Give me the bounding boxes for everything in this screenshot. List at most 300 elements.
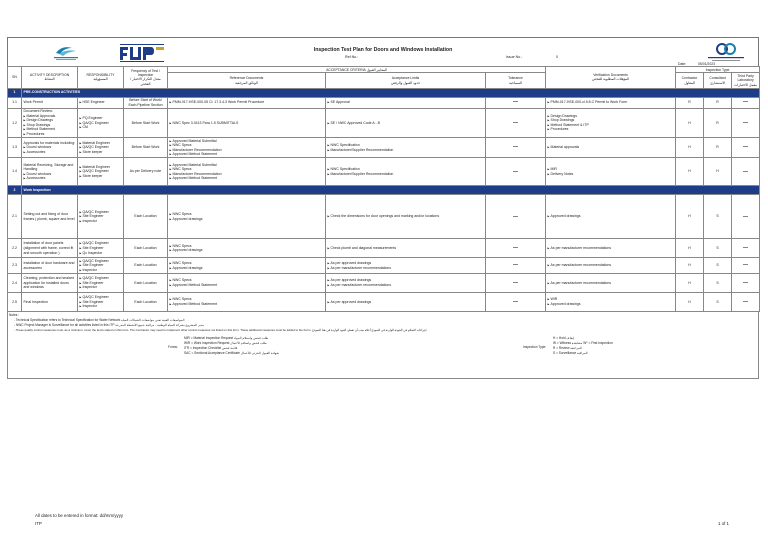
row-verification-line: ▶ As per manufacturer recommendations (548, 281, 674, 286)
row-sn-text: 2.3 (12, 263, 17, 268)
row-frequency-line: Before Start of Work/ Each Pipeline Section (128, 98, 163, 107)
row-verification-line: ▶ Delivery Notes (548, 172, 674, 177)
activity-line: Document Review: (23, 109, 53, 114)
table-row (8, 97, 760, 108)
row-verification (546, 239, 676, 258)
row-responsibility-line: ▶ PQ Engineer (80, 116, 122, 121)
row-sn-text: 1.1 (12, 100, 17, 105)
consultant-value: H (716, 169, 719, 174)
row-responsibility-line: ▶ HSE Engineer (80, 100, 122, 105)
row-responsibility (78, 195, 124, 239)
contractor-value: H (688, 263, 691, 268)
col-contractor: Contractor المقاول (676, 73, 704, 88)
row-sn-text: 1.3 (12, 145, 17, 150)
row-sn-text: 2.1 (12, 214, 17, 219)
form-item: MIR = Material Inspection Request طلب فحص واستلام المواد (184, 335, 269, 340)
row-limits (326, 273, 486, 292)
activity-line: Installation of door hardware and accessories (23, 261, 75, 270)
table-row (8, 239, 760, 258)
row-verification-line: ▶ As per manufacturer recommendations (548, 246, 674, 251)
row-frequency-line: Each Location (134, 214, 157, 219)
row-reference-line: ▶ Approved drawings (170, 248, 324, 253)
activity-line: Approvals for materials including: (23, 140, 76, 145)
row-sn-text: 2.2 (12, 245, 17, 250)
row-responsibility-line: ▶ Inspector (80, 285, 122, 290)
row-contractor (676, 239, 704, 258)
row-sn (8, 108, 22, 137)
row-responsibility-line: ▶ QA/QC Engineer (80, 295, 122, 300)
activity-line: ▶ Doors/ windows (24, 145, 76, 150)
row-frequency-line: Each Location (134, 280, 157, 285)
row-reference (168, 239, 326, 258)
tolerance-value: — (513, 213, 519, 220)
activity-line: ▶ Doors/ windows (24, 172, 76, 177)
row-reference-line: ▶ Manufacturer Recommendation (170, 148, 324, 153)
row-limits-line: ▶ SE Approval (328, 100, 484, 105)
forms-label: Forms: (168, 344, 178, 349)
row-frequency-line: Before Start Work (131, 145, 160, 150)
row-verification-line: ▶ As per manufacturer recommendations (548, 263, 674, 268)
row-reference-line: ▶ Approved Material Submittal (170, 139, 324, 144)
table-row (8, 158, 760, 186)
row-third (732, 138, 760, 158)
row-responsibility (78, 273, 124, 292)
activity-line: Cleaning, protection and sealant application for installed doors and windows (23, 276, 74, 290)
row-frequency (124, 138, 168, 158)
row-third (732, 239, 760, 258)
row-third (732, 258, 760, 274)
section-number (8, 186, 22, 195)
section-number-text: 2 (13, 187, 16, 192)
row-responsibility-line: ▶ QA/QC Engineer (80, 210, 122, 215)
activity-line: Final Inspection (23, 299, 49, 304)
section-number-text: 1 (13, 90, 16, 95)
col-sn: SN (8, 67, 22, 89)
row-reference (168, 97, 326, 108)
row-contractor (676, 292, 704, 311)
row-verification-line: ▶ Shop Drawings (548, 118, 674, 123)
row-verification (546, 158, 676, 186)
row-reference (168, 292, 326, 311)
activity-line: ▶ Procedures (24, 132, 76, 137)
third-value: — (743, 168, 749, 175)
tolerance-value: — (513, 168, 519, 175)
row-reference (168, 273, 326, 292)
row-limits-line: ▶ As per approved drawings (328, 300, 484, 305)
issue-no-value: 0 (556, 55, 558, 59)
row-tolerance (486, 97, 546, 108)
row-limits-line: ▶ As per approved drawings (328, 261, 484, 266)
form-item: WIR = Work Inspection Request طلب فحص واستلام الأعمال (184, 340, 267, 345)
page-number: 1 of 1 (718, 521, 729, 526)
col-third-party: Third Party Laboratory معمل الاختبارات (732, 73, 760, 88)
activity-line: Setting out and fixing of door frames ( plumb, square and level (23, 212, 75, 221)
row-responsibility (78, 138, 124, 158)
row-sn (8, 158, 22, 186)
row-reference-line: ▶ NWC Specs (170, 261, 324, 266)
row-limits-line: ▶ As per approved drawings (328, 278, 484, 283)
notes-block (7, 312, 759, 379)
row-sn (8, 292, 22, 311)
row-activity (22, 273, 78, 292)
row-verification-line: ▶ WIR (548, 297, 674, 302)
consultant-value: R (716, 145, 719, 150)
activity-line: ▶ Accessories (24, 150, 76, 155)
note-line: - These quality control measures must, as a minimum, cover the items stated on this form. The Contractor may need to implement other control measures not listed on this form. These additional measures must be added to the Form. إجراءات التحكم في الجودة الواردة في النموذج أعلاه يجب أن تغطي البنود الواردة في هذا النموذج (14, 327, 427, 332)
row-contractor (676, 195, 704, 239)
contractor-value: H (688, 280, 691, 285)
row-responsibility-line: ▶ Inspector (80, 304, 122, 309)
row-verification-line: ▶ PMM-017-HSE-000-cl.9.8.C Permit to Work Form (548, 100, 674, 105)
row-reference (168, 138, 326, 158)
activity-line: Work Permit (23, 100, 43, 105)
consultant-value: S (716, 280, 719, 285)
row-verification-line: ▶ Procedures (548, 127, 674, 132)
row-sn (8, 97, 22, 108)
row-sn-text: 2.5 (12, 299, 17, 304)
third-value: — (743, 245, 749, 251)
col-consultant: Consultant الاستشاري (704, 73, 732, 88)
contractor-value: R (688, 100, 691, 105)
tolerance-value: — (513, 298, 519, 305)
row-responsibility-line: ▶ Qc Inspector (80, 251, 122, 256)
row-reference-line: ▶ Approved Method Statement (170, 302, 324, 307)
consultant-value: S (716, 299, 719, 304)
form-item: ITR = Inspection Checklist قائمة فحص (184, 345, 238, 350)
row-sn (8, 138, 22, 158)
third-value: — (743, 279, 749, 286)
row-limits (326, 158, 486, 186)
row-frequency (124, 258, 168, 274)
row-frequency-line: Each Location (134, 263, 157, 268)
row-activity (22, 138, 78, 158)
row-verification-line: ▶ Design Drawings (548, 114, 674, 119)
row-responsibility (78, 97, 124, 108)
row-contractor (676, 138, 704, 158)
type-item: W = Witness مشاهدة W* = First Inspection (553, 340, 613, 345)
third-value: — (743, 213, 749, 220)
row-reference-line: ▶ NWC Specs (170, 244, 324, 249)
row-verification-line: ▶ Approved drawings (548, 302, 674, 307)
consultant-value: S (716, 245, 719, 250)
row-reference-line: ▶ PMM-017-HSE-000-05 Cl. 17.3.4.3 Work Permit Procedure (170, 100, 324, 105)
row-third (732, 195, 760, 239)
row-reference-line: ▶ NWC Spec 3.0413 Para 1.5 SUBMITTALS (170, 121, 324, 126)
row-verification-line: ▶ Approved drawings (548, 214, 674, 219)
contractor-value: H (688, 145, 691, 150)
row-contractor (676, 158, 704, 186)
row-third (732, 108, 760, 137)
row-verification (546, 138, 676, 158)
section-title (22, 88, 760, 97)
tolerance-value: — (513, 262, 519, 269)
row-responsibility (78, 158, 124, 186)
row-tolerance (486, 292, 546, 311)
row-frequency (124, 273, 168, 292)
row-activity (22, 239, 78, 258)
row-consultant (704, 97, 732, 108)
footer-doc-code: ITP (35, 521, 42, 526)
activity-line: Material Receiving, Storage and Handling (23, 162, 74, 172)
row-frequency-line: Each Location (134, 245, 157, 250)
col-reference: Reference Documents الوثائق المرجعية (168, 73, 326, 88)
row-frequency-line: As per Delivery note (129, 169, 162, 174)
row-reference-line: ▶ Approved drawings (170, 266, 324, 271)
consultant-value: S (716, 263, 719, 268)
row-reference-line: ▶ NWC Specs (170, 212, 324, 217)
row-tolerance (486, 258, 546, 274)
tolerance-value: — (513, 144, 519, 151)
row-frequency (124, 97, 168, 108)
row-reference-line: ▶ Approved Material Submittal (170, 163, 324, 168)
row-sn-text: 2.4 (12, 280, 17, 285)
row-responsibility (78, 292, 124, 311)
row-sn (8, 195, 22, 239)
row-limits (326, 97, 486, 108)
dates-format-note: All dates to be entered in format: dd/mm/yyyy (35, 513, 124, 518)
activity-line: ▶ Design Drawings (24, 118, 76, 123)
row-verification-line: ▶ Material approvals (548, 145, 674, 150)
row-activity (22, 195, 78, 239)
row-frequency-line: Before Start Work (131, 120, 160, 125)
contractor-value: H (688, 299, 691, 304)
row-limits-line: ▶ SE / NWC Approved Code A - B (328, 121, 484, 126)
row-sn-text: 1.4 (12, 169, 17, 174)
tolerance-value: — (513, 245, 519, 251)
row-responsibility-line: ▶ Site Engineer (80, 281, 122, 286)
row-responsibility-line: ▶ QA/QC Engineer (80, 259, 122, 264)
ref-no-label: Ref No.: (345, 55, 359, 59)
document-title: Inspection Test Plan for Doors and Windows Installation (313, 47, 453, 53)
row-frequency (124, 108, 168, 137)
row-responsibility-line: ▶ QA/QC Engineer (80, 169, 122, 174)
row-sn (8, 273, 22, 292)
row-reference (168, 108, 326, 137)
row-consultant (704, 108, 732, 137)
row-third (732, 97, 760, 108)
table-row (8, 138, 760, 158)
row-responsibility-line: ▶ QA/QC Engineer (80, 121, 122, 126)
row-limits-line: ▶ Manufacturer/Supplier Recommendation (328, 148, 484, 153)
row-verification (546, 292, 676, 311)
row-limits-line: ▶ As per manufacturer recommendations (328, 266, 484, 271)
row-contractor (676, 108, 704, 137)
row-verification (546, 195, 676, 239)
tolerance-value: — (513, 279, 519, 286)
row-consultant (704, 158, 732, 186)
note-line: - NWC Project Manager is Surveillance for all activities listed in this ITP مدير المشروع بشركة المياه الوطنية - مراقبة جميع الأنشطة المدرجة (14, 322, 205, 327)
row-responsibility-line: ▶ Inspector (80, 219, 122, 224)
row-contractor (676, 273, 704, 292)
notes-title: Notes : (9, 312, 20, 317)
row-responsibility (78, 108, 124, 137)
row-consultant (704, 195, 732, 239)
document-header (7, 37, 759, 66)
col-acceptance-criteria: ACCEPTANCE CRITERIA المعايير القبول (168, 67, 546, 73)
row-verification (546, 108, 676, 137)
section-title-text: PRE-CONSTRUCTION ACTIVITIES (23, 90, 81, 95)
row-reference-line: ▶ NWC Specs (170, 167, 324, 172)
row-activity (22, 108, 78, 137)
consultant-value: R (716, 100, 719, 105)
third-value: — (743, 262, 749, 269)
row-consultant (704, 292, 732, 311)
contractor-value: H (688, 120, 691, 125)
row-consultant (704, 273, 732, 292)
date-value: 05/01/2023 (698, 62, 715, 66)
row-verification-line: ▶ Method Statement & ITP (548, 123, 674, 128)
table-row (8, 195, 760, 239)
col-verification: Verification Documents المؤهلات المطلوبة للفحص (546, 67, 676, 89)
row-consultant (704, 258, 732, 274)
row-tolerance (486, 158, 546, 186)
third-value: — (743, 144, 749, 151)
type-item: R = Review المراجعة (553, 345, 582, 350)
tolerance-value: — (513, 99, 519, 106)
row-frequency (124, 292, 168, 311)
row-verification (546, 97, 676, 108)
row-reference (168, 195, 326, 239)
row-responsibility-line: ▶ Site Engineer (80, 246, 122, 251)
activity-line: ▶ Method Statement (24, 127, 76, 132)
row-tolerance (486, 195, 546, 239)
row-reference-line: ▶ NWC Specs (170, 278, 324, 283)
inspection-type-label: Inspection Type: (523, 344, 547, 349)
consultant-value: R (716, 120, 719, 125)
type-item: H = Hold إيقاف (553, 335, 575, 340)
row-tolerance (486, 239, 546, 258)
row-limits (326, 138, 486, 158)
row-responsibility-line: ▶ Site Engineer (80, 300, 122, 305)
third-value: — (743, 99, 749, 106)
row-reference-line: ▶ Approved drawings (170, 217, 324, 222)
row-responsibility-line: ▶ Store keeper (80, 174, 122, 179)
itp-table (7, 66, 760, 312)
row-tolerance (486, 138, 546, 158)
row-limits (326, 239, 486, 258)
tolerance-value: — (513, 119, 519, 126)
table-row (8, 273, 760, 292)
row-responsibility-line: ▶ Material Engineer (80, 165, 122, 170)
third-value: — (743, 298, 749, 305)
row-activity (22, 158, 78, 186)
row-limits-line: ▶ Check the dimensions for door openings and marking and/or locations (328, 214, 484, 219)
row-limits-line: ▶ NWC Specification (328, 143, 484, 148)
row-third (732, 273, 760, 292)
row-limits-line: ▶ Check plumb and diagonal measurements (328, 246, 484, 251)
col-activity: ACTIVITY DESCRIPTION النشاط (22, 67, 78, 89)
client-logo (702, 40, 750, 64)
row-activity (22, 292, 78, 311)
row-responsibility-line: ▶ QA/QC Engineer (80, 241, 122, 246)
third-value: — (743, 119, 749, 126)
row-responsibility-line: ▶ Site Engineer (80, 214, 122, 219)
row-limits (326, 108, 486, 137)
row-reference (168, 158, 326, 186)
row-frequency (124, 158, 168, 186)
col-limits: Acceptance Limits حدود القبول والرفض (326, 73, 486, 88)
row-responsibility-line: ▶ QA/QC Engineer (80, 276, 122, 281)
row-reference-line: ▶ Approved Method Statement (170, 283, 324, 288)
date-label: Date: (678, 62, 687, 66)
section-title-text: Work Inspection (23, 187, 51, 192)
row-sn (8, 239, 22, 258)
row-responsibility-line: ▶ Inspector (80, 268, 122, 273)
row-sn (8, 258, 22, 274)
activity-line: ▶ Shop Drawings (24, 123, 76, 128)
activity-line: ▶ Material Approvals (24, 114, 76, 119)
table-row (8, 258, 760, 274)
table-row (8, 108, 760, 137)
row-contractor (676, 258, 704, 274)
row-reference-line: ▶ Approved Method Statement (170, 152, 324, 157)
itp-sheet (7, 37, 759, 379)
row-reference-line: ▶ NWC Specs (170, 143, 324, 148)
row-responsibility-line: ▶ QA/QC Engineer (80, 145, 122, 150)
section-row (8, 186, 760, 195)
row-reference-line: ▶ Approved Method Statement (170, 176, 324, 181)
row-activity (22, 258, 78, 274)
contractor-value: H (688, 214, 691, 219)
row-sn-text: 1.2 (12, 120, 17, 125)
row-limits-line: ▶ As per manufacturer recommendations (328, 283, 484, 288)
row-third (732, 158, 760, 186)
row-third (732, 292, 760, 311)
row-responsibility-line: ▶ CM (80, 125, 122, 130)
contractor-value: H (688, 169, 691, 174)
form-item: SAC = Sectional Acceptance Certificate شهادة القبول الجزئي للأعمال (184, 350, 280, 355)
row-reference-line: ▶ NWC Specs (170, 297, 324, 302)
row-contractor (676, 97, 704, 108)
activity-line: ▶ Accessories (24, 176, 76, 181)
row-frequency (124, 239, 168, 258)
col-tolerance: Tolerance السماحية (486, 73, 546, 88)
row-consultant (704, 138, 732, 158)
row-responsibility (78, 239, 124, 258)
row-limits-line: ▶ NWC Specification (328, 167, 484, 172)
row-limits-line: ▶ Manufacturer/Supplier Recommendation (328, 172, 484, 177)
row-responsibility-line: ▶ Site Engineer (80, 263, 122, 268)
activity-line: Installation of door panels (alignment with frame, correct fit and smooth operation ) (23, 241, 74, 255)
row-limits (326, 195, 486, 239)
row-frequency-line: Each Location (134, 299, 157, 304)
row-responsibility (78, 258, 124, 274)
row-limits (326, 258, 486, 274)
row-reference (168, 258, 326, 274)
row-responsibility-line: ▶ Store keeper (80, 150, 122, 155)
row-reference-line: ▶ Manufacturer Recommendation (170, 172, 324, 177)
row-verification-line: ▶ MIR (548, 167, 674, 172)
row-verification (546, 258, 676, 274)
row-consultant (704, 239, 732, 258)
row-verification (546, 273, 676, 292)
row-frequency (124, 195, 168, 239)
type-item: S = Surveillance المراقبة (553, 350, 588, 355)
issue-no-label: Issue No.: (506, 55, 523, 59)
row-tolerance (486, 273, 546, 292)
col-responsibility: RESPONSIBILITY المسؤولية (78, 67, 124, 89)
table-row (8, 292, 760, 311)
section-row (8, 88, 760, 97)
row-responsibility-line: ▶ Material Engineer (80, 141, 122, 146)
consultant-value: S (716, 214, 719, 219)
section-title (22, 186, 760, 195)
col-inspection-type: Inspection Type (676, 67, 760, 73)
row-tolerance (486, 108, 546, 137)
col-frequency: Frequency of Test / Inspection معدل التكرار الاختبار / الفحص (124, 67, 168, 89)
row-limits (326, 292, 486, 311)
note-line: - Technical Specification refers to Technical Specification for Water Network المواصفات الفنية تعني مواصفات الشبكات المياه (14, 317, 185, 322)
